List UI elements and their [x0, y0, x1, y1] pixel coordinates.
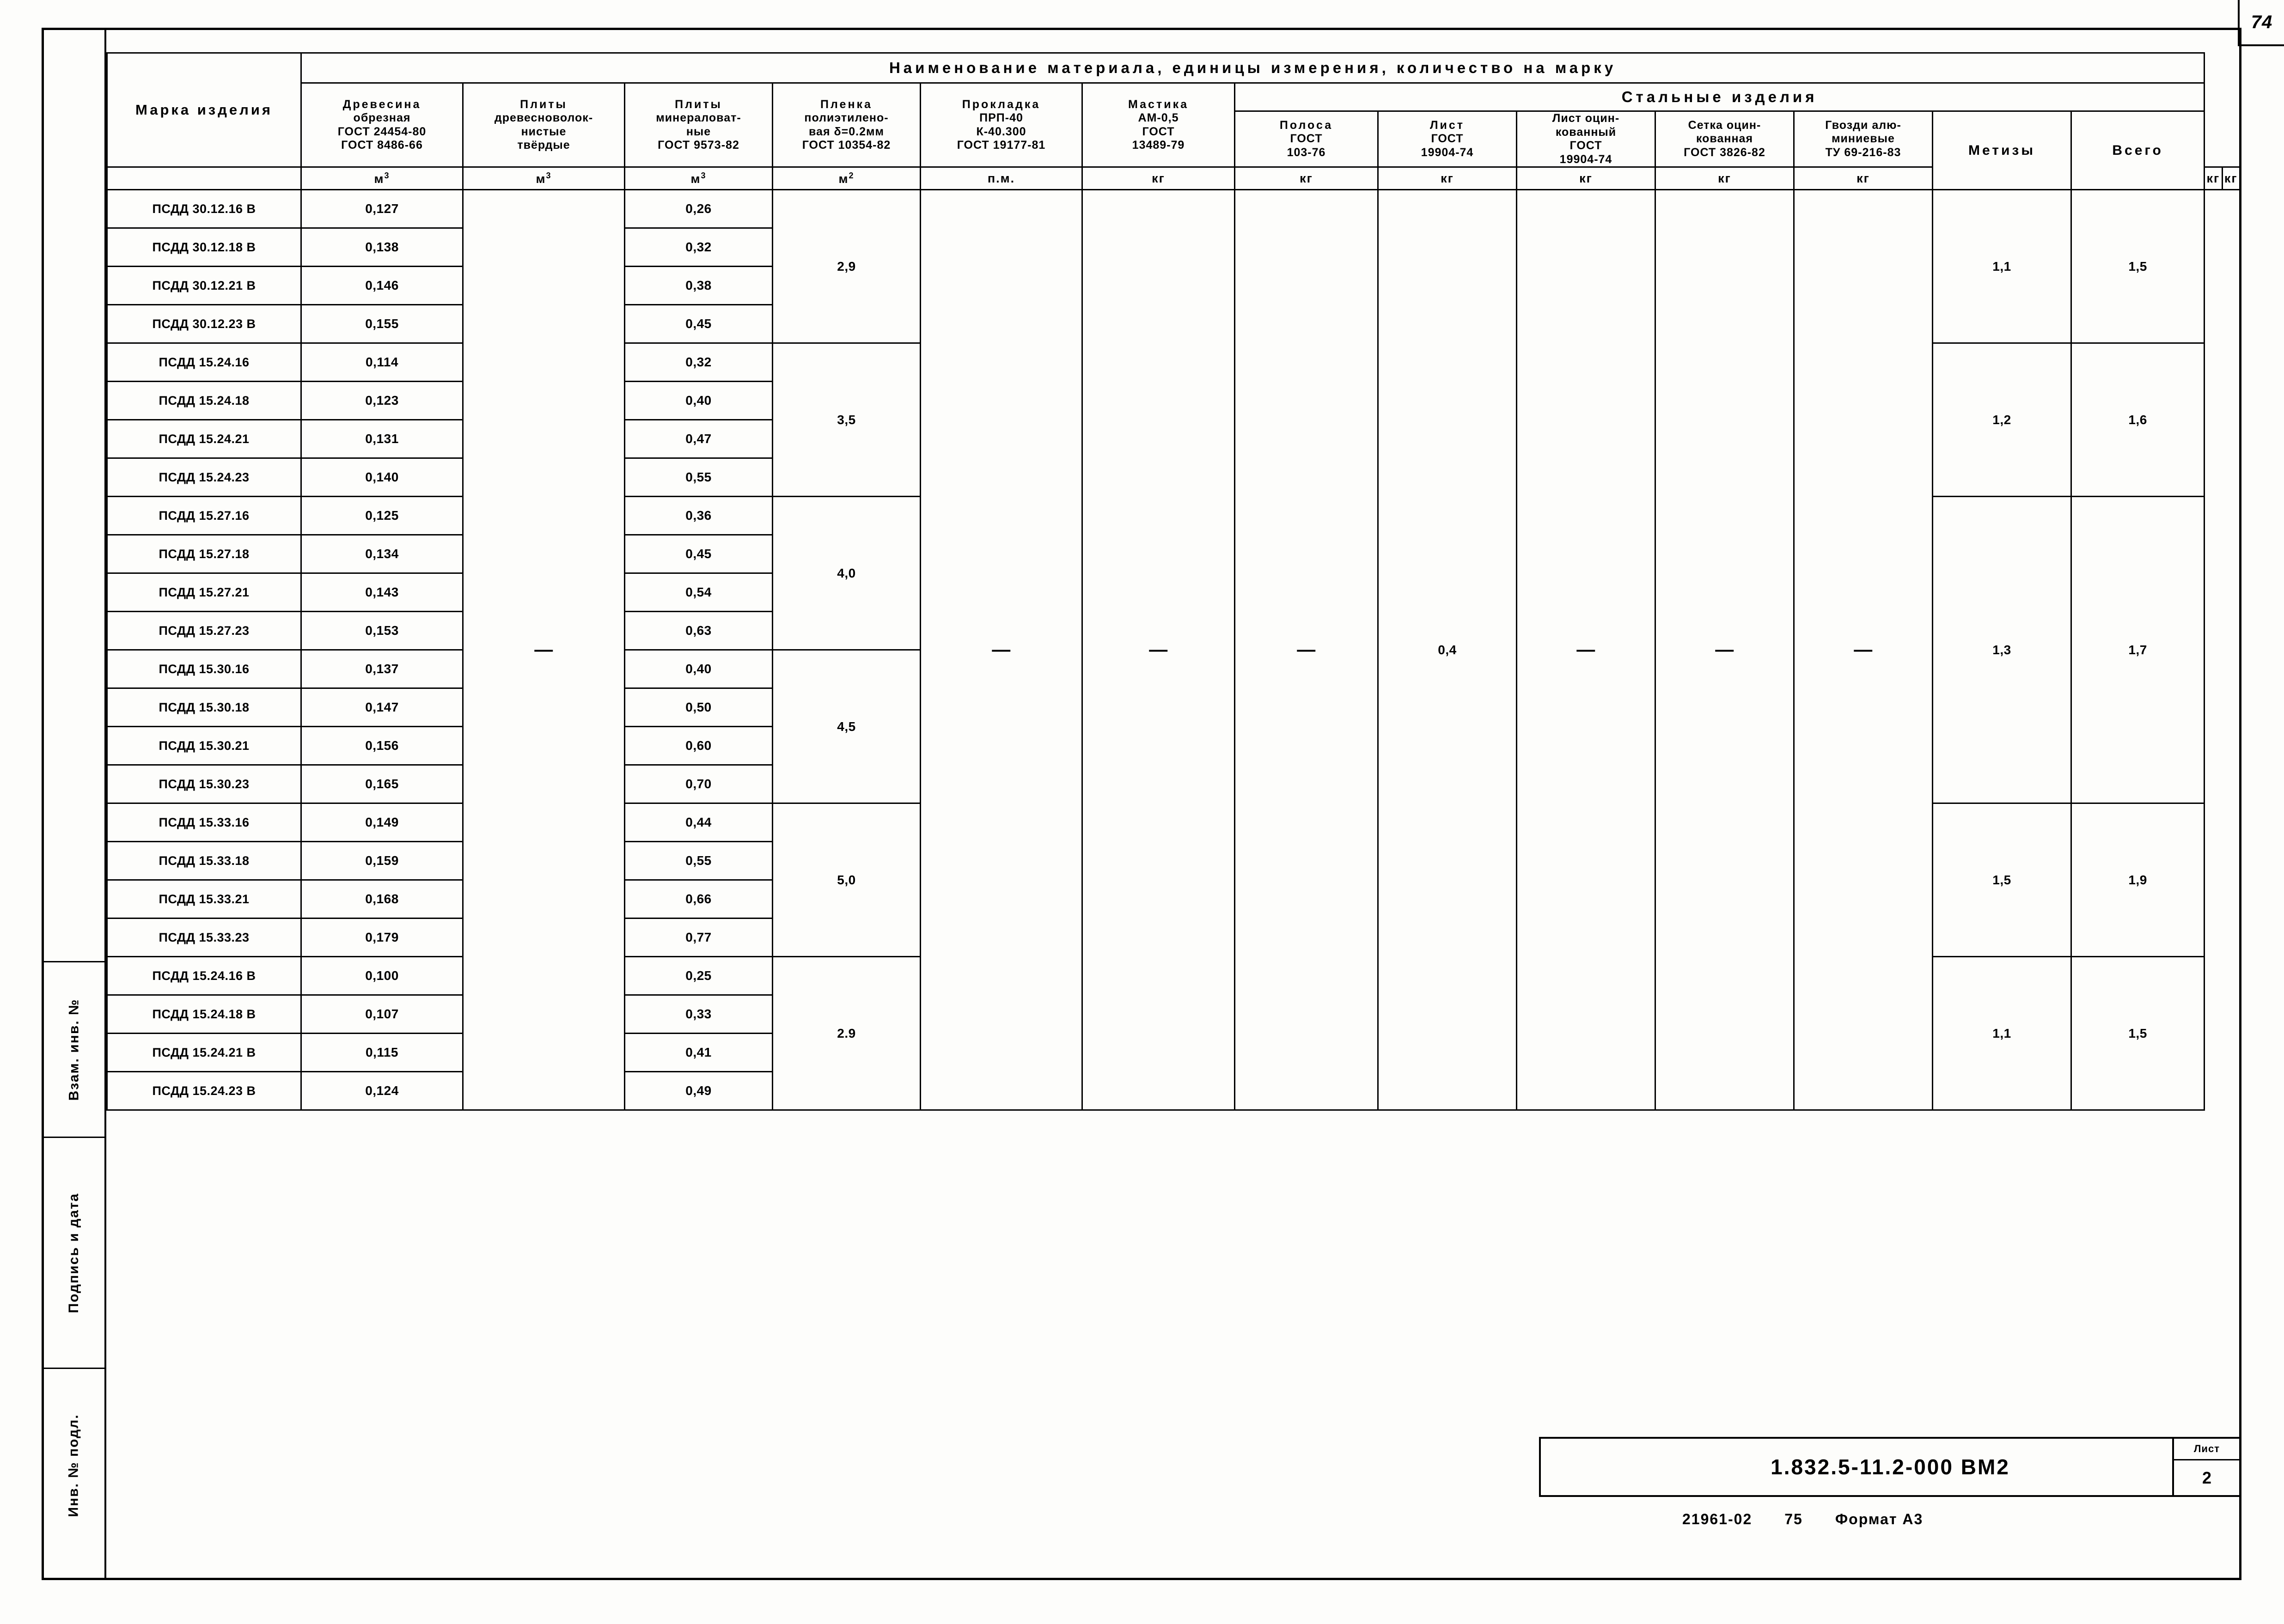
unit-vsego: кг [2222, 167, 2240, 190]
unit-list: кг [1378, 167, 1517, 190]
cell-drevesina: 0,149 [301, 803, 463, 842]
col-head-list: Лист ГОСТ 19904-74 [1378, 111, 1517, 167]
top-header: Наименование материала, единицы измерения, количество на марку [301, 53, 2205, 83]
cell-mark: ПСДД 15.24.21 [107, 420, 301, 458]
steel-header: Стальные изделия [1235, 83, 2205, 111]
left-stamp-column [42, 28, 106, 1580]
cell-drevesina: 0,155 [301, 305, 463, 343]
cell-drevesina: 0,100 [301, 957, 463, 995]
cell-mineralovatnye: 0,55 [625, 842, 773, 880]
cell-drevesina: 0,153 [301, 612, 463, 650]
col-head-polosa: Полоса ГОСТ 103-76 [1235, 111, 1378, 167]
cell-drevesina: 0,123 [301, 382, 463, 420]
cell-mineralovatnye: 0,63 [625, 612, 773, 650]
unit-mark [107, 167, 301, 190]
cell-mark: ПСДД 15.24.16 В [107, 957, 301, 995]
unit-list-ocink: кг [1517, 167, 1655, 190]
cell-setka-merged: — [1655, 190, 1794, 1110]
cell-plenka-group: 4,0 [773, 497, 921, 650]
cell-vsego-group: 1,5 [2071, 190, 2205, 343]
cell-mark: ПСДД 15.24.16 [107, 343, 301, 382]
drawing-number: 21961-02 [1682, 1511, 1753, 1527]
materials-table [106, 52, 2241, 1111]
col-head-setka: Сетка оцин- кованная ГОСТ 3826-82 [1655, 111, 1794, 167]
cell-metizy-group: 1,2 [1933, 343, 2071, 497]
cell-mark: ПСДД 15.27.18 [107, 535, 301, 573]
cell-mineralovatnye: 0,25 [625, 957, 773, 995]
cell-drevesina: 0,134 [301, 535, 463, 573]
cell-drevesina: 0,127 [301, 190, 463, 228]
col-head-gvozdi: Гвозди алю- миниевые ТУ 69-216-83 [1794, 111, 1933, 167]
cell-mark: ПСДД 15.30.16 [107, 650, 301, 688]
cell-mark: ПСДД 15.24.18 В [107, 995, 301, 1034]
cell-mineralovatnye: 0,77 [625, 918, 773, 957]
unit-mastika: кг [1082, 167, 1235, 190]
col-head-mastika: Мастика АМ-0,5 ГОСТ 13489-79 [1082, 83, 1235, 167]
cell-drevesina: 0,146 [301, 267, 463, 305]
cell-mineralovatnye: 0,32 [625, 343, 773, 382]
col-head-metizy: Метизы [1933, 111, 2071, 190]
cell-mineralovatnye: 0,38 [625, 267, 773, 305]
cell-mineralovatnye: 0,26 [625, 190, 773, 228]
col-head-mineralovatnye: Плиты минераловат- ные ГОСТ 9573-82 [625, 83, 773, 167]
unit-metizy: кг [2205, 167, 2222, 190]
cell-mark: ПСДД 15.24.23 В [107, 1072, 301, 1110]
cell-mark: ПСДД 15.30.21 [107, 727, 301, 765]
cell-drevesina: 0,124 [301, 1072, 463, 1110]
cell-list-ocink-merged: — [1517, 190, 1655, 1110]
col-head-vsego: Всего [2071, 111, 2205, 190]
unit-dvp: $м^3$ [463, 167, 625, 190]
cell-mineralovatnye: 0,40 [625, 382, 773, 420]
cell-metizy-group: 1,1 [1933, 190, 2071, 343]
stamp-podpis-data: Подпись и дата [42, 1137, 106, 1368]
cell-mineralovatnye: 0,55 [625, 458, 773, 497]
cell-mark: ПСДД 30.12.21 В [107, 267, 301, 305]
sheet-number-box [2172, 1437, 2241, 1497]
col-head-plenka: Пленка полиэтилено- вая δ=0.2мм ГОСТ 10354-82 [773, 83, 921, 167]
cell-vsego-group: 1,6 [2071, 343, 2205, 497]
cell-mineralovatnye: 0,45 [625, 305, 773, 343]
cell-plenka-group: 2,9 [773, 190, 921, 343]
cell-plenka-group: 3,5 [773, 343, 921, 497]
cell-vsego-group: 1,7 [2071, 497, 2205, 803]
stamp-vzam-inv: Взам. инв. № [42, 961, 106, 1137]
cell-mineralovatnye: 0,45 [625, 535, 773, 573]
unit-mineralovatnye: $м^3$ [625, 167, 773, 190]
unit-setka: кг [1655, 167, 1794, 190]
cell-mark: ПСДД 15.24.23 [107, 458, 301, 497]
cell-drevesina: 0,165 [301, 765, 463, 803]
col-head-dvp: Плиты древесноволок- нистые твёрдые [463, 83, 625, 167]
cell-mineralovatnye: 0,47 [625, 420, 773, 458]
col-head-prokladka: Прокладка ПРП-40 К-40.300 ГОСТ 19177-81 [921, 83, 1082, 167]
cell-drevesina: 0,156 [301, 727, 463, 765]
cell-polosa-merged: — [1235, 190, 1378, 1110]
cell-plenka-group: 5,0 [773, 803, 921, 957]
cell-gvozdi-merged: — [1794, 190, 1933, 1110]
cell-prokladka-merged: — [921, 190, 1082, 1110]
cell-drevesina: 0,168 [301, 880, 463, 918]
unit-polosa: кг [1235, 167, 1378, 190]
stamp-inv-podl: Инв. № подл. [42, 1368, 106, 1562]
cell-mark: ПСДД 15.27.16 [107, 497, 301, 535]
table-row [107, 190, 2240, 228]
cell-mastika-merged: — [1082, 190, 1235, 1110]
cell-drevesina: 0,179 [301, 918, 463, 957]
cell-mineralovatnye: 0,41 [625, 1034, 773, 1072]
sheet-number: 2 [2202, 1468, 2212, 1487]
cell-drevesina: 0,140 [301, 458, 463, 497]
cell-mineralovatnye: 0,36 [625, 497, 773, 535]
cell-mineralovatnye: 0,50 [625, 688, 773, 727]
cell-mineralovatnye: 0,70 [625, 765, 773, 803]
cell-mark: ПСДД 15.27.23 [107, 612, 301, 650]
cell-drevesina: 0,125 [301, 497, 463, 535]
page-corner-number: 74 [2238, 0, 2284, 46]
sheet-label: Лист [2174, 1439, 2240, 1460]
cell-mineralovatnye: 0,33 [625, 995, 773, 1034]
cell-metizy-group: 1,1 [1933, 957, 2071, 1110]
cell-mark: ПСДД 15.33.16 [107, 803, 301, 842]
cell-mineralovatnye: 0,40 [625, 650, 773, 688]
cell-mark: ПСДД 15.30.18 [107, 688, 301, 727]
cell-mark: ПСДД 15.33.23 [107, 918, 301, 957]
cell-drevesina: 0,115 [301, 1034, 463, 1072]
cell-mineralovatnye: 0,66 [625, 880, 773, 918]
cell-dvp-merged: — [463, 190, 625, 1110]
unit-prokladka: п.м. [921, 167, 1082, 190]
cell-mark: ПСДД 15.27.21 [107, 573, 301, 612]
unit-gvozdi: кг [1794, 167, 1933, 190]
cell-mark: ПСДД 30.12.18 В [107, 228, 301, 267]
cell-mineralovatnye: 0,60 [625, 727, 773, 765]
mark-header-cell: Марка изделия [107, 53, 301, 167]
cell-drevesina: 0,131 [301, 420, 463, 458]
cell-mineralovatnye: 0,54 [625, 573, 773, 612]
cell-metizy-group: 1,5 [1933, 803, 2071, 957]
cell-mark: ПСДД 15.30.23 [107, 765, 301, 803]
footer-line [1682, 1511, 2241, 1528]
cell-mineralovatnye: 0,32 [625, 228, 773, 267]
unit-drevesina: $м^3$ [301, 167, 463, 190]
cell-mark: ПСДД 30.12.16 В [107, 190, 301, 228]
cell-drevesina: 0,137 [301, 650, 463, 688]
cell-drevesina: 0,138 [301, 228, 463, 267]
cell-mark: ПСДД 15.33.18 [107, 842, 301, 880]
cell-plenka-group: 2.9 [773, 957, 921, 1110]
cell-mineralovatnye: 0,49 [625, 1072, 773, 1110]
cell-plenka-group: 4,5 [773, 650, 921, 803]
cell-drevesina: 0,143 [301, 573, 463, 612]
page-number: 75 [1784, 1511, 1803, 1527]
cell-mark: ПСДД 15.33.21 [107, 880, 301, 918]
cell-drevesina: 0,147 [301, 688, 463, 727]
cell-vsego-group: 1,5 [2071, 957, 2205, 1110]
cell-metizy-group: 1,3 [1933, 497, 2071, 803]
format-label: Формат А3 [1835, 1511, 1924, 1527]
col-head-drevesina: Древесина обрезная ГОСТ 24454-80 ГОСТ 8486-66 [301, 83, 463, 167]
cell-mark: ПСДД 15.24.21 В [107, 1034, 301, 1072]
cell-list-merged: 0,4 [1378, 190, 1517, 1110]
unit-plenka: $м^2$ [773, 167, 921, 190]
cell-mark: ПСДД 15.24.18 [107, 382, 301, 420]
title-block-code: 1.832.5-11.2-000 ВМ2 [1539, 1437, 2241, 1497]
cell-mineralovatnye: 0,44 [625, 803, 773, 842]
cell-drevesina: 0,114 [301, 343, 463, 382]
cell-drevesina: 0,107 [301, 995, 463, 1034]
cell-vsego-group: 1,9 [2071, 803, 2205, 957]
cell-drevesina: 0,159 [301, 842, 463, 880]
cell-mark: ПСДД 30.12.23 В [107, 305, 301, 343]
col-head-list-ocink: Лист оцин- кованный ГОСТ 19904-74 [1517, 111, 1655, 167]
